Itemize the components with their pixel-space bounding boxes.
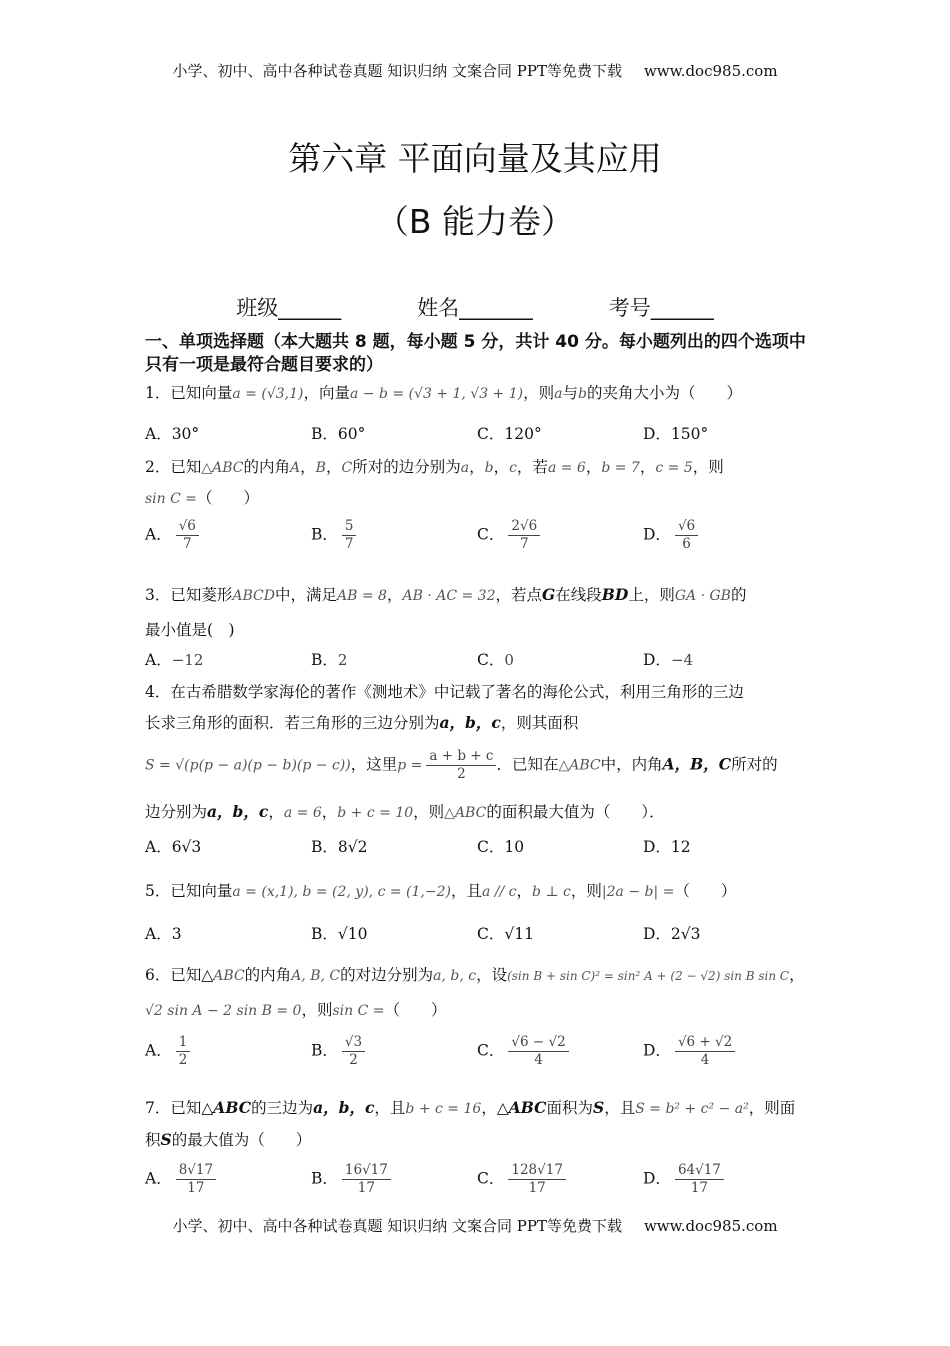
q7-option-a-num: 8√17 (176, 1162, 216, 1180)
question-3 (145, 583, 815, 605)
q2-text: ， (493, 458, 510, 476)
q2-option-a-label: A． (145, 525, 172, 544)
q7-option-c-num: 128√17 (508, 1162, 566, 1180)
question-2 (145, 455, 815, 477)
q1-text: 与 (562, 384, 579, 402)
q6-option-c (477, 1034, 569, 1069)
q3-option-a-value: −12 (171, 651, 204, 669)
q2-option-d-label: D． (643, 525, 671, 544)
q2-math: sin C = (145, 491, 198, 507)
q7-math: b + c = 16 (405, 1101, 482, 1117)
q4-text: ．已知在 (496, 755, 559, 774)
q3-bold: G (542, 585, 556, 604)
q4-text: 长求三角形的面积．若三角形的三边分别为 (145, 714, 440, 732)
question-1 (145, 381, 815, 403)
q7-option-b (311, 1162, 391, 1197)
student-info (0, 292, 950, 322)
q2-text: ， (639, 458, 656, 476)
q1-text: ，则 (523, 384, 555, 402)
question-6-cont (145, 998, 815, 1020)
q3-text: ，若点 (495, 586, 542, 604)
q7-bold: S (160, 1130, 172, 1149)
q3-math: AB · AC = 32 (402, 588, 496, 604)
q7-option-c-den: 17 (528, 1180, 546, 1196)
q2-math: c = 5 (655, 460, 693, 476)
q6-option-b-den: 2 (349, 1052, 358, 1068)
q2-text: 2．已知 (145, 458, 202, 476)
question-7 (145, 1096, 815, 1118)
header-site: www.doc985.com (643, 62, 778, 80)
q7-option-d (643, 1162, 724, 1197)
q7-option-c (477, 1162, 566, 1197)
q7-option-d-label: D． (643, 1169, 671, 1188)
q7-text: 的最大值为（ ） (171, 1131, 312, 1149)
q4-math: b + c = 10 (337, 805, 414, 821)
page-footer (0, 1215, 950, 1236)
q4-p-den: 2 (457, 766, 466, 782)
q2-option-d-num: √6 (675, 518, 698, 536)
q5-math: |2a − b| = (601, 884, 675, 900)
q6-text: （ ） (384, 1001, 447, 1019)
q2-text: ， (300, 458, 316, 476)
q5-math: a = (x,1), b = (2, y), c = (1,−2) (232, 884, 451, 900)
q3-option-a (145, 648, 203, 670)
q1-option-a: A．30° (145, 425, 200, 443)
q7-option-d-den: 17 (690, 1180, 709, 1196)
q2-option-b (311, 518, 356, 553)
name-field: 姓名_______ (417, 296, 533, 320)
q2-option-c-num: 2√6 (508, 518, 540, 536)
q3-option-a-label: A． (145, 651, 172, 669)
q6-option-d-den: 4 (700, 1052, 710, 1068)
q2-math: △ABC (201, 460, 244, 476)
q3-math: ABCD (232, 588, 275, 604)
q7-text: ，且 (374, 1099, 406, 1117)
q3-math: AB = 8 (337, 588, 387, 604)
q6-text: 的对边分别为 (340, 966, 434, 984)
q5-option-b: B．√10 (311, 925, 368, 943)
q5-option-c: C．√11 (477, 925, 534, 943)
q2-math: b (484, 460, 494, 476)
q7-math: S = b² + c² − a² (635, 1101, 749, 1117)
q7-option-b-label: B． (311, 1169, 338, 1188)
q2-math: B (315, 460, 326, 476)
q2-text: 的内角 (243, 458, 291, 476)
q4-math: p = (397, 757, 423, 774)
q7-option-a (145, 1162, 216, 1197)
q3-bold: BD (601, 585, 629, 604)
q7-option-a-den: 17 (187, 1180, 205, 1196)
q2-text: 所对的边分别为 (352, 458, 461, 476)
q3-option-b-label: B． (311, 651, 338, 669)
q2-option-c-den: 7 (519, 536, 529, 552)
q6-option-a-num: 1 (176, 1034, 191, 1052)
q4-text: ， (268, 803, 284, 821)
q2-text: ，则 (692, 458, 724, 476)
q1-text: ，向量 (303, 384, 350, 402)
q4-option-d: D．12 (643, 838, 691, 856)
question-4: 4．在古希腊数学家海伦的著作《测地术》中记载了著名的海伦公式，利用三角形的三边 (145, 683, 744, 701)
q4-math: S = √(p(p − a)(p − b)(p − c)) (145, 757, 351, 774)
q1-text: 1．已知向量 (145, 384, 233, 402)
q6-math: sin C = (332, 1003, 385, 1019)
q6-option-a-label: A． (145, 1041, 172, 1060)
question-4-line4 (145, 800, 815, 822)
q2-option-a-den: 7 (183, 536, 192, 552)
q6-option-a-den: 2 (178, 1052, 188, 1068)
q3-option-c-label: C． (477, 651, 505, 669)
q4-text: 边分别为 (145, 803, 208, 821)
q1-math: a − b = (√3 + 1, √3 + 1) (349, 386, 524, 402)
q6-option-b-label: B． (311, 1041, 338, 1060)
q5-math: b ⊥ c (532, 884, 571, 900)
q1-option-b: B．60° (311, 425, 366, 443)
q2-option-b-label: B． (311, 525, 338, 544)
q7-option-a-label: A． (145, 1169, 172, 1188)
q7-bold: S (593, 1098, 605, 1117)
q2-math: c (509, 460, 517, 476)
q1-math: b (578, 386, 587, 402)
q1-text: 的夹角大小为（ ） (586, 384, 742, 402)
q7-bold: a，b，c (313, 1098, 375, 1117)
q4-text: 的面积最大值为（ ）． (486, 803, 665, 821)
q1-option-d: D．150° (643, 425, 709, 443)
class-field: 班级______ (236, 296, 342, 320)
q7-bold: ABC (213, 1098, 252, 1117)
q3-option-c (477, 648, 514, 670)
q2-option-c-label: C． (477, 525, 505, 544)
q5-text: ，则 (570, 882, 602, 900)
header-text: 小学、初中、高中各种试卷真题 知识归纳 文案合同 PPT等免费下载 (172, 62, 622, 80)
q4-bold: a，b，c (207, 802, 269, 821)
q6-text: ，设 (476, 966, 508, 984)
q6-option-d (643, 1034, 735, 1069)
q5-math: a // c (481, 884, 517, 900)
q2-math: C (341, 460, 353, 476)
q4-text: 所对的 (731, 755, 778, 774)
q5-text: ，且 (450, 882, 482, 900)
q2-option-b-den: 7 (344, 536, 354, 552)
q7-bold: ABC (508, 1098, 547, 1117)
q3-text: 中，满足 (274, 586, 337, 604)
q3-text: ， (386, 586, 403, 604)
section-heading: 一、单项选择题（本大题共 8 题，每小题 5 分，共计 40 分。每小题列出的四个选项中只有一项是最符合题目要求的） (145, 332, 806, 375)
footer-site: www.doc985.com (643, 1217, 778, 1235)
q6-text: ， (789, 966, 805, 984)
q4-bold: a，b，c (439, 713, 501, 732)
question-4-line3 (145, 748, 815, 783)
q5-option-a: A．3 (145, 925, 182, 943)
q4-option-a: A．6√3 (145, 838, 202, 856)
q3-text: 最小值是( ) (145, 621, 235, 639)
page-title: 第六章 平面向量及其应用 (288, 139, 662, 178)
q4-option-c: C．10 (477, 838, 525, 856)
q5-text: （ ） (674, 882, 737, 900)
page-header (0, 60, 950, 81)
page-subtitle: （B 能力卷） (375, 202, 575, 241)
q3-math: GA · GB (674, 588, 731, 604)
q2-text: ，若 (516, 458, 548, 476)
q2-math: b = 7 (601, 460, 640, 476)
q4-text: ， (321, 803, 338, 821)
q3-option-b (311, 648, 347, 670)
q6-text: ，则 (301, 1001, 333, 1019)
q6-math: A, B, C (291, 968, 341, 984)
q7-option-c-label: C． (477, 1169, 505, 1188)
q2-text: ， (469, 458, 485, 476)
q1-math: a = (√3,1) (232, 386, 304, 402)
q4-text: 中，内角 (600, 755, 663, 774)
q6-option-c-num: √6 − √2 (508, 1034, 568, 1052)
question-3-cont (145, 618, 815, 640)
q2-text: （ ） (197, 489, 260, 507)
question-6 (145, 963, 815, 985)
q6-text: 的内角 (244, 966, 292, 984)
q2-option-c (477, 518, 540, 553)
q4-text: ，这里 (350, 755, 398, 774)
q5-text: 5．已知向量 (145, 882, 233, 900)
q7-text: 7．已知△ (145, 1099, 214, 1117)
q6-math: √2 sin A − 2 sin B = 0 (145, 1003, 302, 1019)
q6-math: ABC (213, 968, 245, 984)
q3-option-b-value: 2 (337, 651, 348, 669)
footer-text: 小学、初中、高中各种试卷真题 知识归纳 文案合同 PPT等免费下载 (172, 1217, 622, 1235)
q4-option-b: B．8√2 (311, 838, 368, 856)
q7-text: ，则面 (748, 1099, 796, 1117)
question-4-line2 (145, 711, 815, 733)
q6-option-d-num: √6 + √2 (675, 1034, 735, 1052)
q2-math: a (460, 460, 470, 476)
q2-option-d (643, 518, 698, 553)
question-5 (145, 879, 815, 901)
exam-no-field: 考号______ (608, 296, 714, 320)
q6-option-b (311, 1034, 365, 1069)
q3-text: 在线段 (555, 586, 602, 604)
q5-option-d: D．2√3 (643, 925, 701, 943)
q5-text: ， (516, 882, 533, 900)
q2-option-b-num: 5 (342, 518, 357, 536)
q2-option-d-den: 6 (682, 536, 691, 552)
q1-math: a (554, 386, 563, 402)
question-2-cont (145, 486, 815, 508)
q7-option-b-num: 16√17 (342, 1162, 391, 1180)
q4-math: a = 6 (283, 805, 322, 821)
q2-math: A (290, 460, 301, 476)
q7-text: ，△ (481, 1099, 509, 1117)
q7-text: 积 (145, 1131, 161, 1149)
q4-math: △ABC (558, 757, 601, 774)
q1-option-c: C．120° (477, 425, 542, 443)
q6-text: 6．已知△ (145, 966, 214, 984)
q6-option-d-label: D． (643, 1041, 671, 1060)
q2-math: a = 6 (547, 460, 586, 476)
q7-text: 的三边为 (251, 1099, 314, 1117)
q2-option-a-num: √6 (176, 518, 199, 536)
q3-option-c-value: 0 (504, 651, 514, 669)
q3-option-d-label: D． (643, 651, 671, 669)
q7-text: ，且 (604, 1099, 636, 1117)
q3-option-d (643, 648, 693, 670)
q2-option-a (145, 518, 199, 553)
q2-text: ， (585, 458, 602, 476)
q3-option-d-value: −4 (670, 651, 694, 669)
q4-text: ，则 (413, 803, 445, 821)
q4-bold: A，B，C (662, 754, 732, 774)
q6-math: (sin B + sin C)² = sin² A + (2 − √2) sin B sin C (507, 969, 790, 983)
q6-option-a (145, 1034, 190, 1069)
q6-option-c-den: 4 (534, 1052, 543, 1068)
q7-text: 面积为 (546, 1099, 594, 1117)
q3-text: 的 (730, 586, 747, 604)
q4-math: △ABC (444, 805, 487, 821)
q7-option-d-num: 64√17 (675, 1162, 724, 1180)
q3-text: 3．已知菱形 (145, 586, 233, 604)
q4-p-num: a + b + c (426, 748, 496, 766)
question-7-cont (145, 1128, 815, 1150)
q3-text: 上，则 (628, 586, 675, 604)
q6-option-b-num: √3 (342, 1034, 365, 1052)
q6-option-c-label: C． (477, 1041, 505, 1060)
q2-text: ， (325, 458, 342, 476)
q4-text: ，则其面积 (500, 714, 579, 732)
q7-option-b-den: 17 (357, 1180, 375, 1196)
q6-math: a, b, c (433, 968, 477, 984)
